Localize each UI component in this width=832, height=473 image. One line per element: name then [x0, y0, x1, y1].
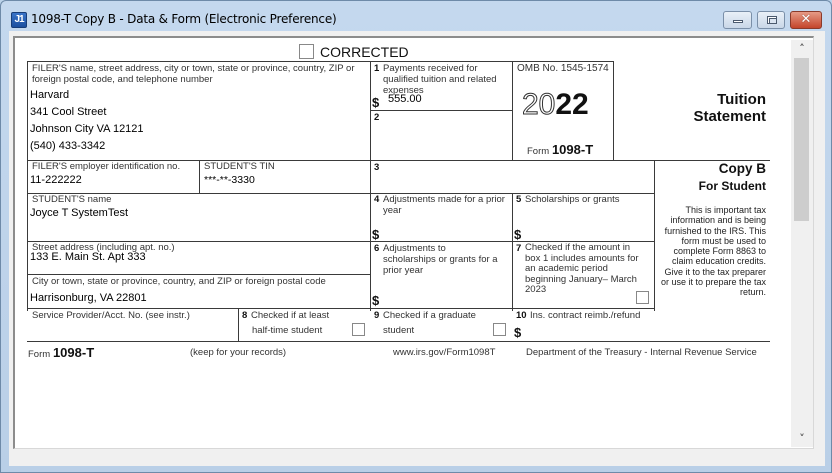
footer-keep-note: (keep for your records)	[190, 347, 287, 358]
student-tin-value[interactable]: ***-**-3330	[204, 174, 255, 186]
box9-checkbox[interactable]	[493, 323, 506, 336]
box5-dollar-sign[interactable]: $	[514, 227, 522, 242]
title-bar[interactable]	[1, 1, 831, 35]
box2-number: 2	[374, 112, 380, 123]
corrected-label: CORRECTED	[320, 44, 409, 60]
form-1098t	[15, 38, 791, 449]
box7-number: 7	[516, 243, 522, 254]
maximize-icon	[767, 16, 777, 24]
student-tin-label: STUDENT'S TIN	[204, 161, 275, 172]
window-title: 1098-T Copy B - Data & Form (Electronic Preference)	[31, 12, 337, 26]
row-divider-4	[27, 308, 654, 309]
col-divider-omb-left	[512, 61, 513, 160]
box1-box2-divider	[370, 110, 512, 111]
box7-label: Checked if the amount in box 1 includes amounts for an academic period beginning January– March 2023	[525, 242, 639, 295]
box5-label: Scholarships or grants	[525, 194, 620, 205]
minimize-icon	[733, 20, 743, 23]
box5-number: 5	[516, 194, 522, 205]
city-value[interactable]: Harrisonburg, VA 22801	[30, 292, 147, 304]
box1-dollar-sign: $	[372, 95, 380, 110]
box9-label-line2: student	[383, 325, 415, 336]
client-area	[9, 31, 825, 466]
tax-year	[522, 89, 589, 121]
form-bottom-border	[27, 341, 770, 342]
form-viewport	[13, 36, 814, 449]
box3-number: 3	[374, 162, 380, 173]
service-provider-label: Service Provider/Acct. No. (see instr.)	[32, 310, 190, 321]
box1-label: Payments received for qualified tuition and related expenses	[383, 63, 497, 96]
filer-phone[interactable]: (540) 433-3342	[30, 140, 106, 152]
box4-label: Adjustments made for a prior year	[383, 194, 505, 216]
box8-label-line2: half-time student	[252, 325, 323, 336]
maximize-button[interactable]	[757, 11, 785, 29]
street-value[interactable]: 133 E. Main St. Apt 333	[30, 251, 146, 263]
filer-ein-label: FILER'S employer identification no.	[32, 161, 181, 172]
box10-number: 10	[516, 310, 527, 321]
col-divider-omb-right	[613, 61, 614, 160]
student-name-value[interactable]: Joyce T SystemTest	[30, 207, 129, 219]
form-top-border	[27, 61, 614, 62]
scroll-thumb[interactable]	[794, 58, 809, 221]
box4-dollar-sign[interactable]: $	[372, 227, 380, 242]
city-label: City or town, state or province, country, and ZIP or foreign postal code	[32, 276, 326, 287]
vertical-scrollbar[interactable]	[791, 40, 813, 447]
box1-number: 1	[374, 63, 380, 74]
student-name-label: STUDENT'S name	[32, 194, 112, 205]
filer-ein-value[interactable]: 11-222222	[30, 174, 82, 186]
close-button[interactable]	[790, 11, 822, 29]
box6-label: Adjustments to scholarships or grants for a prior year	[383, 243, 498, 276]
box8-label-line1: Checked if at least	[251, 310, 330, 321]
copy-notice: This is important tax information and is being furnished to the IRS. This form must be used to complete Form 8863 to claim education credits. Give it to the tax preparer or use it to prepare the tax return.	[660, 205, 766, 298]
box9-label-line1: Checked if a graduate	[383, 310, 476, 321]
box4-number: 4	[374, 194, 380, 205]
ein-tin-divider	[199, 160, 200, 193]
copy-subtitle: For Student	[698, 179, 766, 193]
filer-street[interactable]: 341 Cool Street	[30, 106, 107, 118]
box1-payments-value[interactable]: 555.00	[388, 93, 422, 105]
footer-form-name: Form 1098-T	[28, 345, 95, 360]
street-label: Street address (including apt. no.)	[32, 242, 175, 253]
provider-box8-divider	[238, 308, 239, 341]
tax-year-bold: 22	[555, 88, 589, 121]
box8-checkbox[interactable]	[352, 323, 365, 336]
close-icon: ✕	[800, 12, 812, 27]
minimize-button[interactable]	[723, 11, 752, 29]
scroll-up-icon[interactable]: ˄	[799, 42, 805, 55]
form-title: Tuition Statement	[693, 91, 766, 125]
street-city-divider	[27, 274, 370, 275]
box9-number: 9	[374, 310, 380, 321]
filer-label: FILER'S name, street address, city or town, state or province, country, ZIP or foreign postal code, and telephone number	[32, 63, 355, 85]
box6-dollar-sign[interactable]: $	[372, 293, 380, 308]
corrected-checkbox[interactable]	[299, 44, 314, 59]
omb-number: OMB No. 1545-1574	[517, 63, 609, 74]
box10-dollar-sign[interactable]: $	[514, 325, 522, 340]
app-logo-icon: J1	[11, 12, 27, 28]
box7-checkbox[interactable]	[636, 291, 649, 304]
box6-number: 6	[374, 243, 380, 254]
col-divider-1	[370, 61, 371, 311]
copy-title: Copy B	[718, 161, 766, 176]
tax-year-outline: 20	[522, 88, 556, 121]
box10-label: Ins. contract reimb./refund	[530, 310, 641, 321]
box8-number: 8	[242, 310, 248, 321]
omb-form-name: Form 1098-T	[527, 142, 594, 157]
col-divider-45	[512, 193, 513, 311]
scroll-down-icon[interactable]: ˅	[799, 432, 805, 445]
filer-city-state-zip[interactable]: Johnson City VA 12121	[30, 123, 144, 135]
footer-url: www.irs.gov/Form1098T	[393, 347, 496, 358]
filer-name[interactable]: Harvard	[30, 89, 70, 101]
footer-department: Department of the Treasury - Internal Revenue Service	[526, 347, 757, 358]
